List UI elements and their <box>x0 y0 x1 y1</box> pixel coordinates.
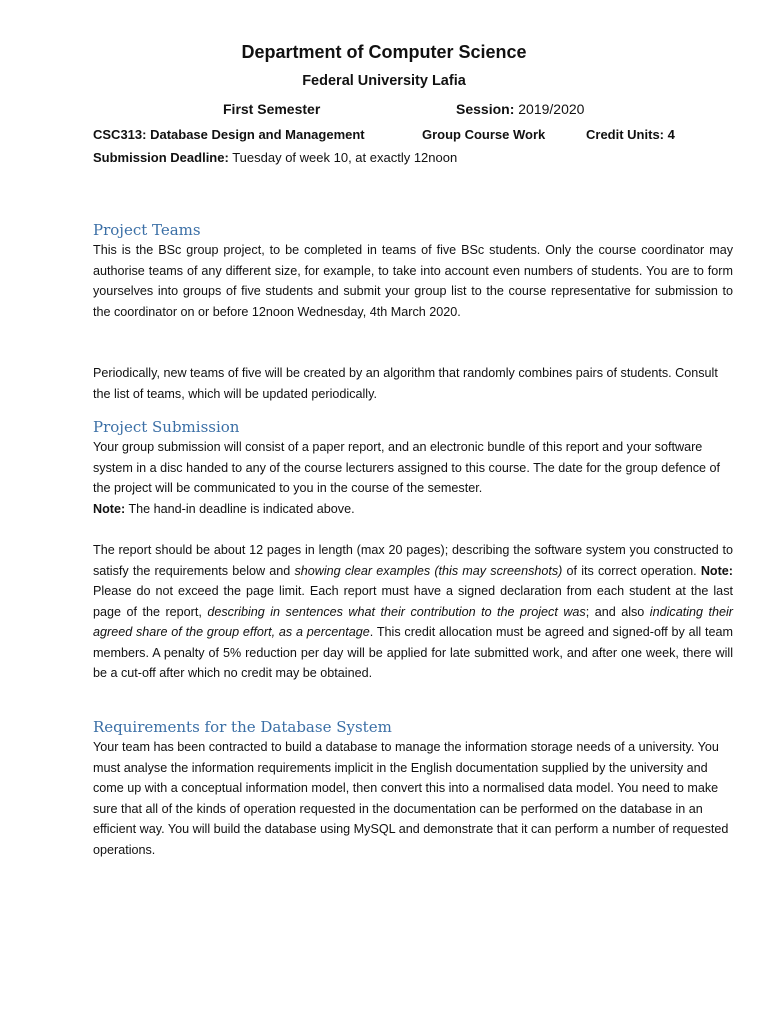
report-text-2: of its correct operation. <box>562 563 701 578</box>
report-text-3: Please do not exceed the page limit. Each report must have a signed declaration from each student at the last page of the report, <box>93 584 733 619</box>
session-value: 2019/2020 <box>518 101 585 117</box>
deadline-label: Submission Deadline: <box>93 150 229 165</box>
submission-deadline <box>93 150 457 165</box>
deadline-value: Tuesday of week 10, at exactly 12noon <box>232 150 458 165</box>
report-italic-2: describing in sentences what their contribution to the project was <box>207 604 586 619</box>
note-label: Note: <box>93 502 126 516</box>
requirements-paragraph: Your team has been contracted to build a database to manage the information storage needs of a university. You must analyse the information requirements implicit in the English documentation supplied by the university and come up with a conceptual information model, then convert this into a normalised data model. You need to make sure that all of the kinds of operation requested in the documentation can be performed on the database in an efficient way. You will build the database using MySQL and demonstrate that it can perform a number of requested operations. <box>93 740 729 857</box>
teams-paragraph-1: This is the BSc group project, to be completed in teams of five BSc students. Only the course coordinator may authorise teams of any different size, for example, to take into account even numbers of students. You are to form yourselves into groups of five students and submit your group list to the course representative for submission to the coordinator on or before 12noon Wednesday, 4th March 2020. <box>93 243 733 319</box>
credit-units: Credit Units: 4 <box>586 127 675 142</box>
section-heading-submission: Project Submission <box>93 418 240 436</box>
submission-paragraph-1: Your group submission will consist of a paper report, and an electronic bundle of this report and your software system in a disc handed to any of the course lecturers assigned to this course. The date for the group defence of the project will be communicated to you in the course of the semester. <box>93 440 721 495</box>
report-paragraph <box>93 540 733 684</box>
report-text-4: ; and also <box>585 604 650 619</box>
semester-label: First Semester <box>223 101 321 117</box>
department-title: Department of Computer Science <box>241 42 527 62</box>
report-italic-1: showing clear examples (this may screenshots) <box>294 563 563 578</box>
section-heading-requirements: Requirements for the Database System <box>93 718 392 736</box>
course-title: CSC313: Database Design and Management <box>93 127 365 142</box>
section-heading-teams: Project Teams <box>93 221 201 239</box>
session-info <box>456 101 584 117</box>
session-label: Session: <box>456 101 515 117</box>
report-note-label: Note: <box>700 563 733 578</box>
report-italic-3: indicating their agreed share of the group effort, as a percentage <box>93 604 733 639</box>
work-type: Group Course Work <box>422 127 546 142</box>
submission-note <box>93 499 733 520</box>
note-text: The hand-in deadline is indicated above. <box>125 502 355 516</box>
report-text-5: . This credit allocation must be agreed and signed-off by all team members. A penalty of 5% reduction per day will be applied for late submitted work, and after one week, there will be a cut-off after which no credit may be obtained. <box>93 625 734 680</box>
teams-paragraph-2: Periodically, new teams of five will be created by an algorithm that randomly combines pairs of students. Consult the list of teams, which will be updated periodically. <box>93 366 718 401</box>
university-name: Federal University Lafia <box>302 73 466 89</box>
report-text-1: The report should be about 12 pages in length (max 20 pages); describing the software system you constructed to satisfy the requirements below and <box>93 543 733 578</box>
